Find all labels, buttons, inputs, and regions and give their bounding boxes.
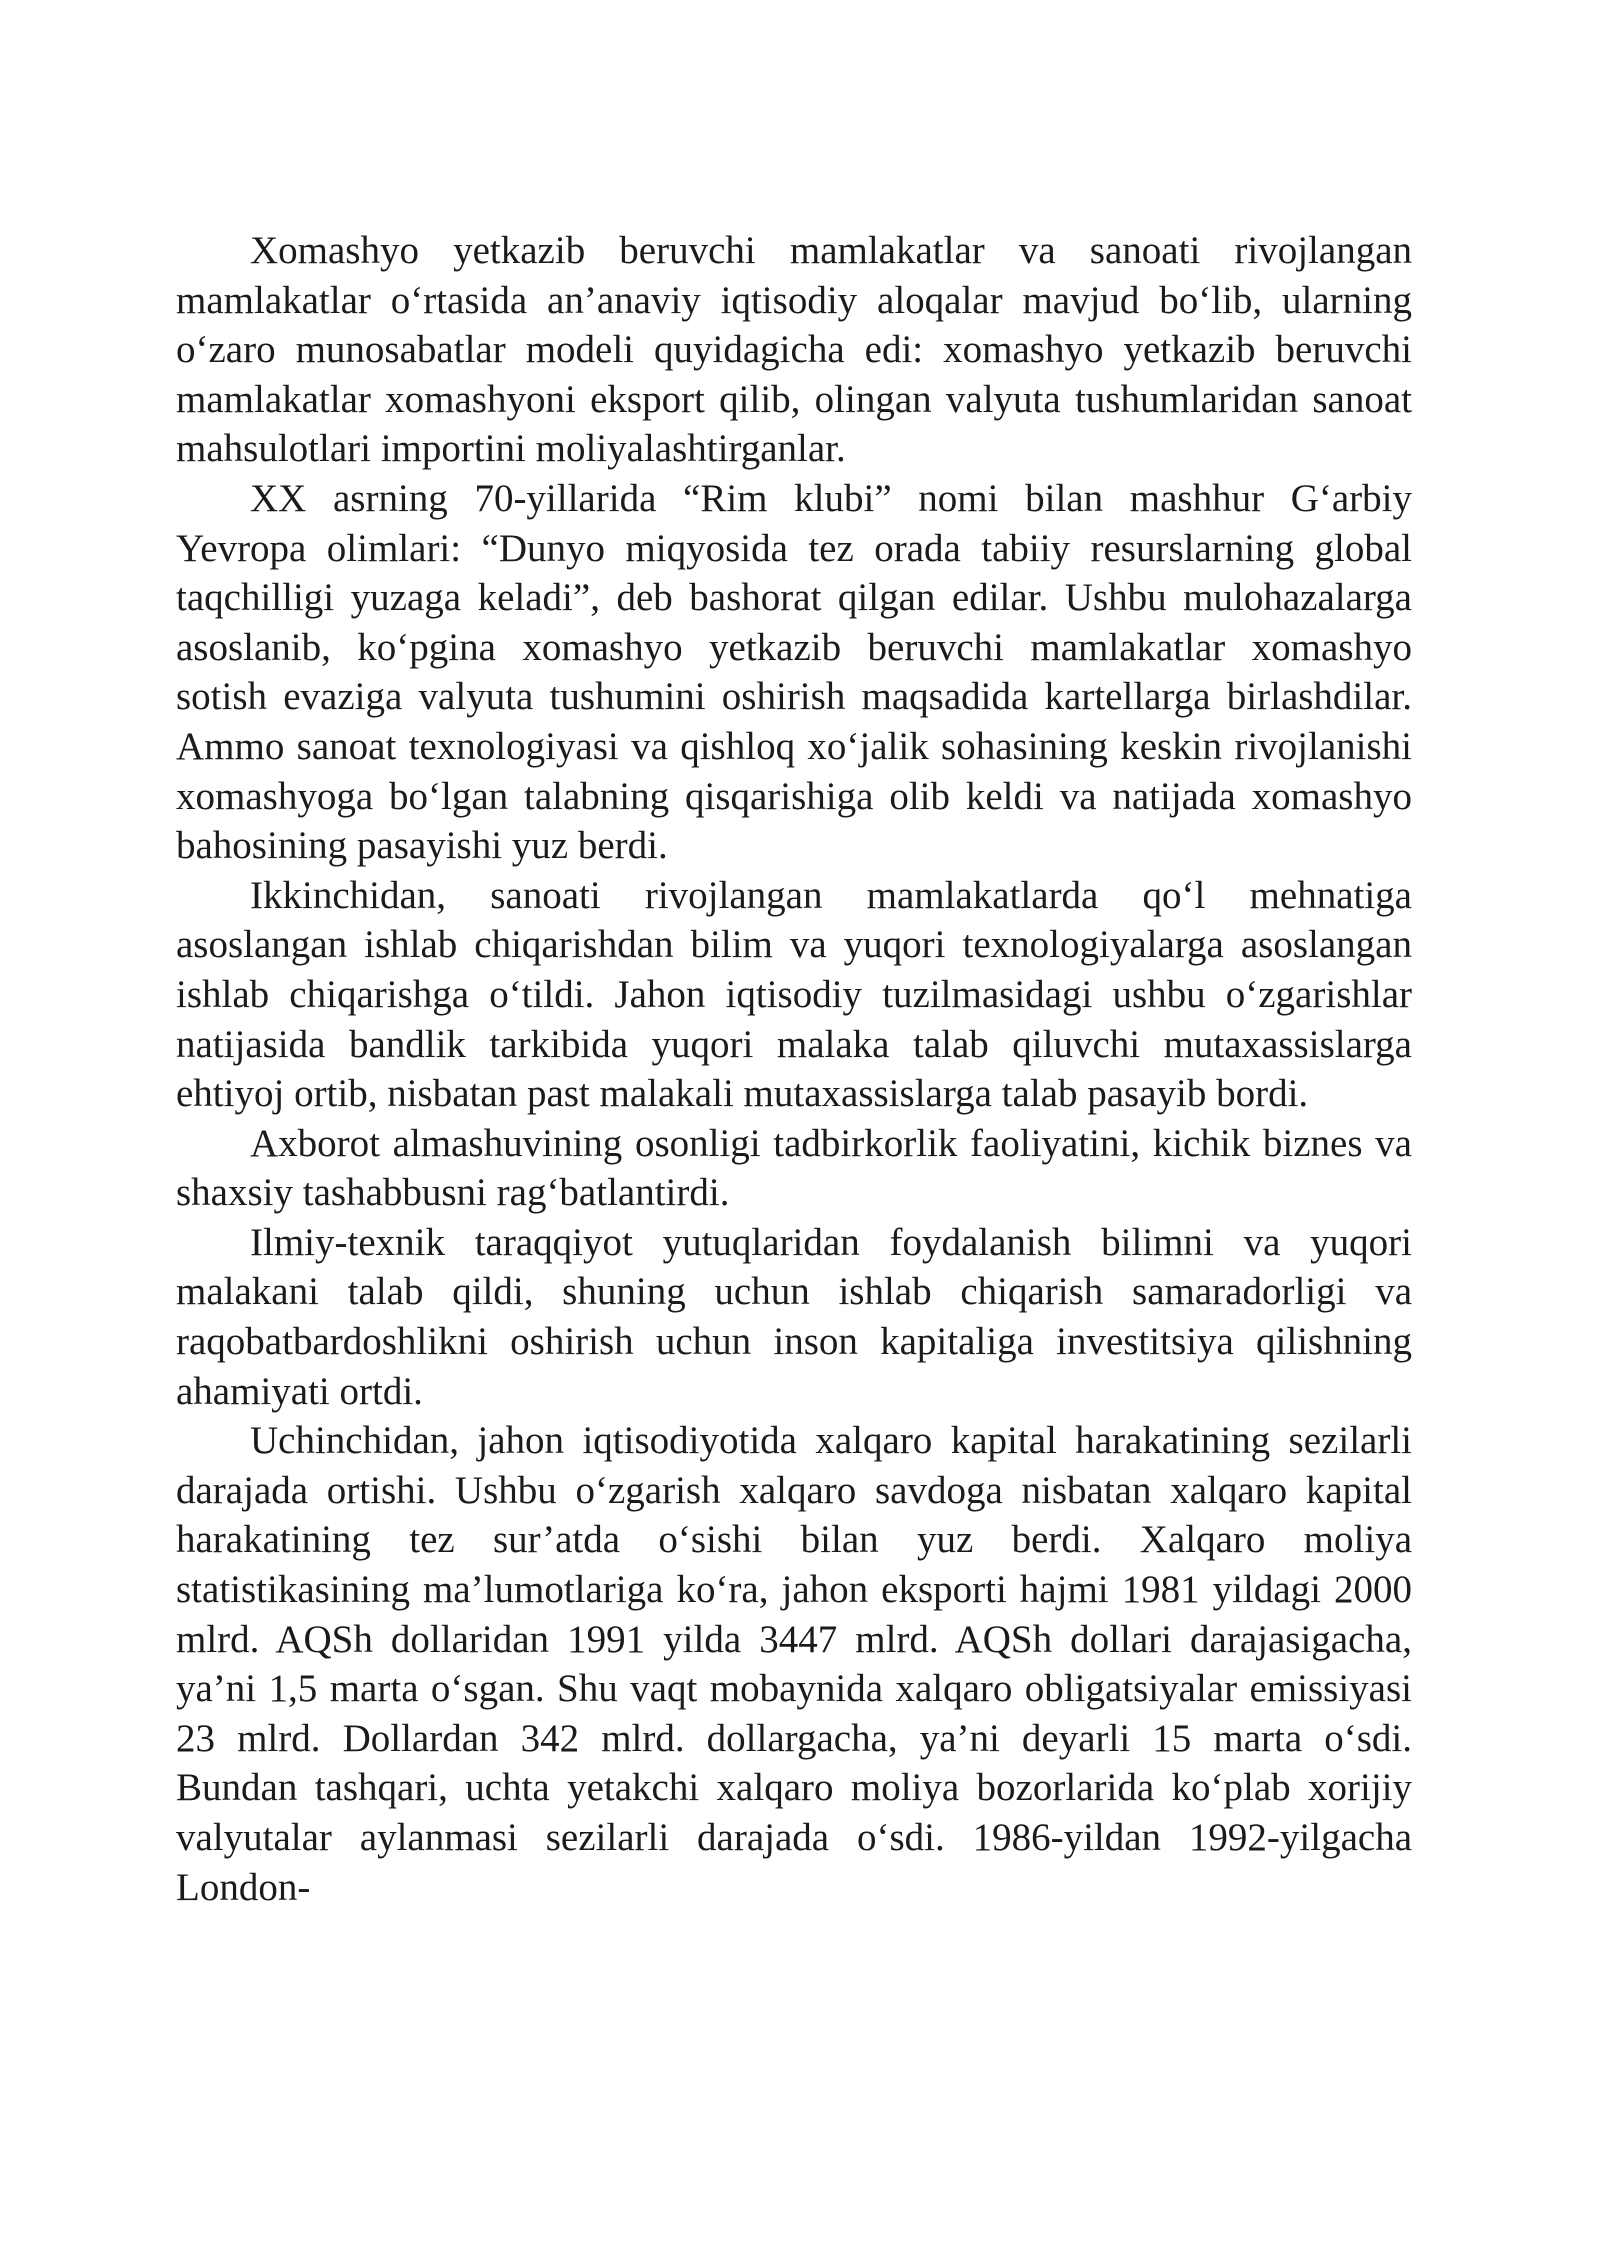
body-text	[176, 226, 1412, 1912]
paragraph-information-exchange: Axborot almashuvining osonligi tadbirkorlik faoliyatini, kichik biznes va shaxsiy tashabbusni rag‘batlantirdi.	[176, 1121, 1412, 1215]
paragraph-raw-material-relations: Xomashyo yetkazib beruvchi mamlakatlar va sanoati rivojlangan mamlakatlar o‘rtasida an’anaviy iqtisodiy aloqalar mavjud bo‘lib, ularning o‘zaro munosabatlar modeli quyidagicha edi: xomashyo yetkazib beruvchi mamlakatlar xomashyoni eksport qilib, olingan valyuta tushumlaridan sanoat mahsulotlari importini moliyalashtirganlar.	[176, 229, 1412, 471]
paragraph-second-knowledge-production: Ikkinchidan, sanoati rivojlangan mamlakatlarda qo‘l mehnatiga asoslangan ishlab chiqarishdan bilim va yuqori texnologiyalarga asoslangan ishlab chiqarishga o‘tildi. Jahon iqtisodiy tuzilmasidagi ushbu o‘zgarishlar natijasida bandlik tarkibida yuqori malaka talab qiluvchi mutaxassislarga ehtiyoj ortib, nisbatan past malakali mutaxassislarga talab pasayib bordi.	[176, 873, 1412, 1116]
paragraph-club-of-rome: XX asrning 70-yillarida “Rim klubi” nomi bilan mashhur G‘arbiy Yevropa olimlari: “Dunyo miqyosida tez orada tabiiy resurslarning global taqchilligi yuzaga keladi”, deb bashorat qilgan edilar. Ushbu mulohazalarga asoslanib, ko‘pgina xomashyo yetkazib beruvchi mamlakatlar xomashyo sotish evaziga valyuta tushumini oshirish maqsadida kartellarga birlashdilar. Ammo sanoat texnologiyasi va qishloq xo‘jalik sohasining keskin rivojlanishi xomashyoga bo‘lgan talabning qisqarishiga olib keldi va natijada xomashyo bahosining pasayishi yuz berdi.	[176, 476, 1412, 868]
paragraph-third-capital-movement: Uchinchidan, jahon iqtisodiyotida xalqaro kapital harakatining sezilarli darajada ortishi. Ushbu o‘zgarish xalqaro savdoga nisbatan xalqaro kapital harakatining tez sur’atda o‘sishi bilan yuz berdi. Xalqaro moliya statistikasining ma’lumotlariga ko‘ra, jahon eksporti hajmi 1981 yildagi 2000 mlrd. AQSh dollaridan 1991 yilda 3447 mlrd. AQSh dollari darajasigacha, ya’ni 1,5 marta o‘sgan. Shu vaqt mobaynida xalqaro obligatsiyalar emissiyasi 23 mlrd. Dollardan 342 mlrd. dollargacha, ya’ni deyarli 15 marta o‘sdi. Bundan tashqari, uchta yetakchi xalqaro moliya bozorlarida ko‘plab xorijiy valyutalar aylanmasi sezilarli darajada o‘sdi. 1986-yildan 1992-yilgacha London-	[176, 1419, 1412, 1909]
paragraph-scientific-progress: Ilmiy-texnik taraqqiyot yutuqlaridan foydalanish bilimni va yuqori malakani talab qildi, shuning uchun ishlab chiqarish samaradorligi va raqobatbardoshlikni oshirish uchun inson kapitaliga investitsiya qilishning ahamiyati ortdi.	[176, 1220, 1412, 1413]
